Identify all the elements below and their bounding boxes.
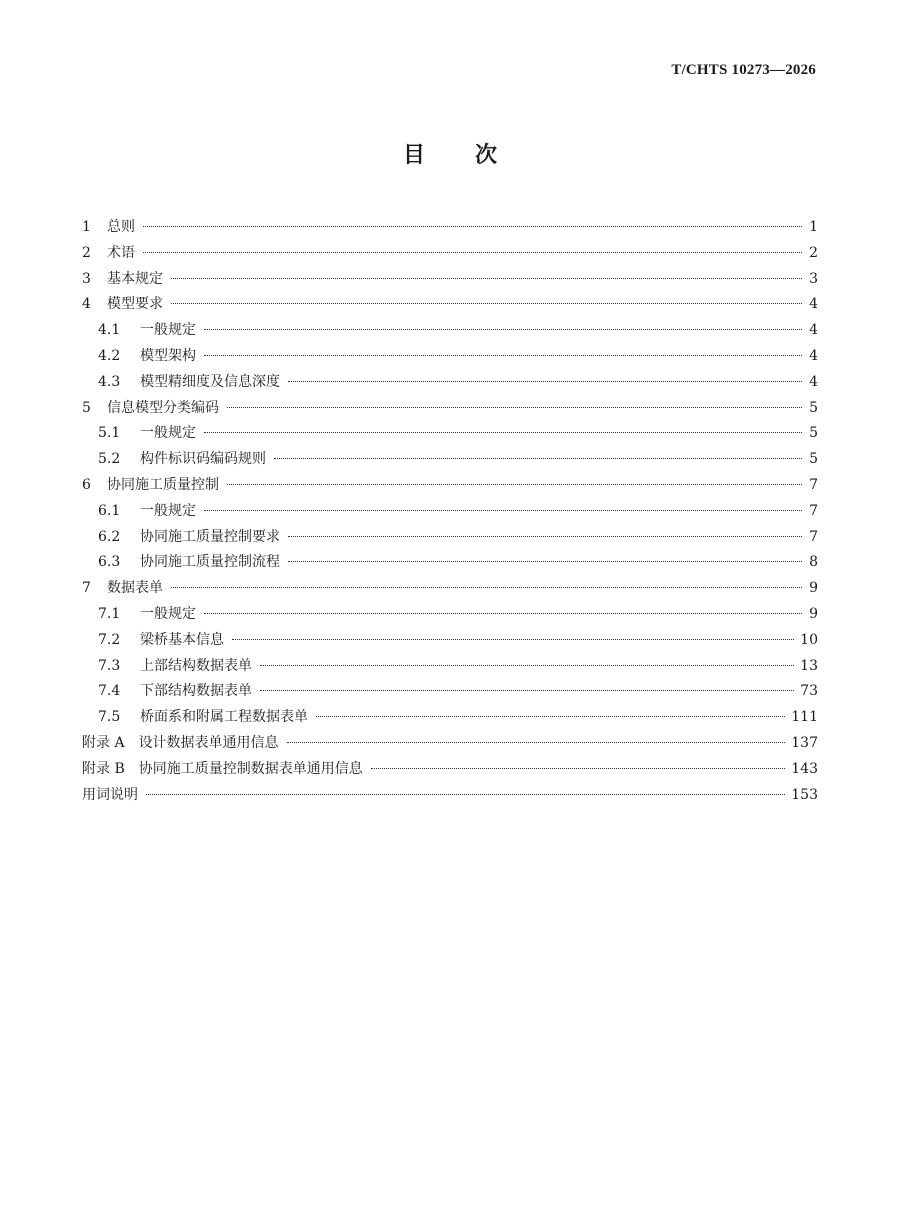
toc-entry[interactable] (82, 319, 818, 345)
toc-entry-number: 7.1 (98, 605, 121, 622)
toc-entry[interactable] (82, 397, 818, 423)
toc-entry-page-number: 137 (791, 734, 818, 751)
dot-leader (260, 690, 794, 691)
toc-entry-label: 设计数据表单通用信息 (138, 734, 279, 751)
dot-leader (260, 665, 794, 666)
toc-entry[interactable] (82, 526, 818, 552)
toc-entry-page-number: 4 (809, 347, 818, 364)
toc-entry-number: 6.2 (98, 528, 121, 545)
toc-entry-label: 一般规定 (140, 502, 196, 519)
toc-entry-page-number: 5 (809, 399, 818, 416)
toc-entry[interactable] (82, 706, 818, 732)
toc-entry-label: 信息模型分类编码 (107, 399, 219, 416)
dot-leader (371, 768, 786, 769)
toc-entry-number: 6 (82, 476, 91, 493)
toc-entry[interactable] (82, 629, 818, 655)
toc-entry[interactable] (82, 603, 818, 629)
dot-leader (204, 432, 802, 433)
toc-entry-number: 6.1 (98, 502, 121, 519)
toc-entry-page-number: 2 (809, 244, 818, 261)
dot-leader (227, 484, 802, 485)
toc-entry[interactable] (82, 448, 818, 474)
dot-leader (171, 587, 802, 588)
toc-entry-page-number: 8 (809, 554, 818, 571)
toc-entry-label: 一般规定 (140, 322, 196, 339)
dot-leader (204, 329, 802, 330)
toc-entry-label: 下部结构数据表单 (140, 683, 252, 700)
dot-leader (146, 794, 785, 795)
toc-entry[interactable] (82, 371, 818, 397)
toc-entry-page-number: 9 (809, 605, 818, 622)
toc-entry[interactable] (82, 655, 818, 681)
toc-entry[interactable] (82, 422, 818, 448)
toc-entry-page-number: 4 (809, 296, 818, 313)
toc-entry-page-number: 7 (809, 528, 818, 545)
toc-entry[interactable] (82, 216, 818, 242)
toc-entry[interactable] (82, 680, 818, 706)
dot-leader (288, 381, 802, 382)
dot-leader (227, 407, 802, 408)
toc-entry-label: 模型要求 (107, 296, 163, 313)
toc-entry[interactable] (82, 293, 818, 319)
toc-entry-label: 一般规定 (140, 605, 196, 622)
toc-entry-number: 7.5 (98, 709, 121, 726)
toc-entry-number: 5.1 (98, 425, 121, 442)
dot-leader (171, 303, 802, 304)
page-title: 目次 (402, 143, 547, 168)
toc-entry-label: 术语 (107, 244, 135, 261)
toc-entry-number: 7.2 (98, 631, 121, 648)
toc-entry-number: 6.3 (98, 554, 121, 571)
toc-entry-number: 4 (82, 296, 91, 313)
dot-leader (316, 716, 785, 717)
dot-leader (288, 561, 802, 562)
dot-leader (143, 252, 802, 253)
dot-leader (204, 613, 802, 614)
toc-entry-label: 基本规定 (107, 270, 163, 287)
toc-entry-number: 4.3 (98, 373, 121, 390)
dot-leader (204, 510, 802, 511)
dot-leader (232, 639, 794, 640)
toc-entry-number: 4.1 (98, 322, 121, 339)
toc-entry-page-number: 1 (809, 219, 818, 235)
toc-entry[interactable] (82, 577, 818, 603)
toc-entry-page-number: 3 (809, 270, 818, 287)
toc-entry[interactable] (82, 268, 818, 294)
toc-entry-label: 总则 (107, 219, 135, 235)
toc-entry-page-number: 111 (791, 709, 818, 726)
toc-entry-number: 附录 B (82, 760, 125, 777)
toc-entry-number: 2 (82, 244, 91, 261)
toc-entry-number: 7.3 (98, 657, 121, 674)
dot-leader (288, 536, 802, 537)
toc-entry[interactable] (82, 732, 818, 758)
dot-leader (143, 226, 802, 227)
toc-entry-page-number: 153 (791, 786, 818, 803)
toc-entry-label: 模型架构 (140, 347, 196, 364)
toc-entry[interactable] (82, 551, 818, 577)
toc-entry[interactable] (82, 345, 818, 371)
table-of-contents (82, 216, 818, 809)
toc-entry-label: 构件标识码编码规则 (140, 451, 266, 468)
toc-entry-label: 协同施工质量控制数据表单通用信息 (138, 760, 363, 777)
toc-entry-label: 一般规定 (140, 425, 196, 442)
toc-entry[interactable] (82, 784, 818, 810)
toc-entry-label: 数据表单 (107, 580, 163, 597)
toc-entry-page-number: 13 (800, 657, 818, 674)
toc-entry[interactable] (82, 242, 818, 268)
toc-entry-page-number: 7 (809, 476, 818, 493)
document-code: T/CHTS 10273—2026 (671, 62, 816, 78)
dot-leader (274, 458, 802, 459)
toc-entry-number: 4.2 (98, 347, 121, 364)
toc-entry-page-number: 4 (809, 373, 818, 390)
toc-entry[interactable] (82, 500, 818, 526)
toc-entry-label: 桥面系和附属工程数据表单 (140, 709, 308, 726)
toc-entry-label: 用词说明 (82, 786, 138, 803)
toc-entry-number: 5.2 (98, 451, 121, 468)
toc-entry-page-number: 7 (809, 502, 818, 519)
toc-entry[interactable] (82, 474, 818, 500)
toc-entry-page-number: 5 (809, 451, 818, 468)
toc-entry-label: 模型精细度及信息深度 (140, 373, 280, 390)
toc-entry-number: 5 (82, 399, 91, 416)
toc-entry-label: 协同施工质量控制 (107, 476, 219, 493)
toc-entry-page-number: 73 (800, 683, 818, 700)
toc-entry-page-number: 143 (791, 760, 818, 777)
dot-leader (171, 278, 802, 279)
toc-entry-label: 梁桥基本信息 (140, 631, 224, 648)
dot-leader (287, 742, 786, 743)
toc-entry-label: 协同施工质量控制流程 (140, 554, 280, 571)
toc-entry-page-number: 4 (809, 322, 818, 339)
toc-entry-page-number: 9 (809, 580, 818, 597)
dot-leader (204, 355, 802, 356)
toc-entry-number: 1 (82, 219, 91, 235)
toc-entry[interactable] (82, 758, 818, 784)
toc-entry-number: 7 (82, 580, 91, 597)
toc-entry-number: 3 (82, 270, 91, 287)
toc-entry-number: 7.4 (98, 683, 121, 700)
toc-entry-label: 上部结构数据表单 (140, 657, 252, 674)
toc-entry-number: 附录 A (82, 734, 125, 751)
toc-entry-label: 协同施工质量控制要求 (140, 528, 280, 545)
toc-entry-page-number: 10 (800, 631, 818, 648)
toc-entry-page-number: 5 (809, 425, 818, 442)
